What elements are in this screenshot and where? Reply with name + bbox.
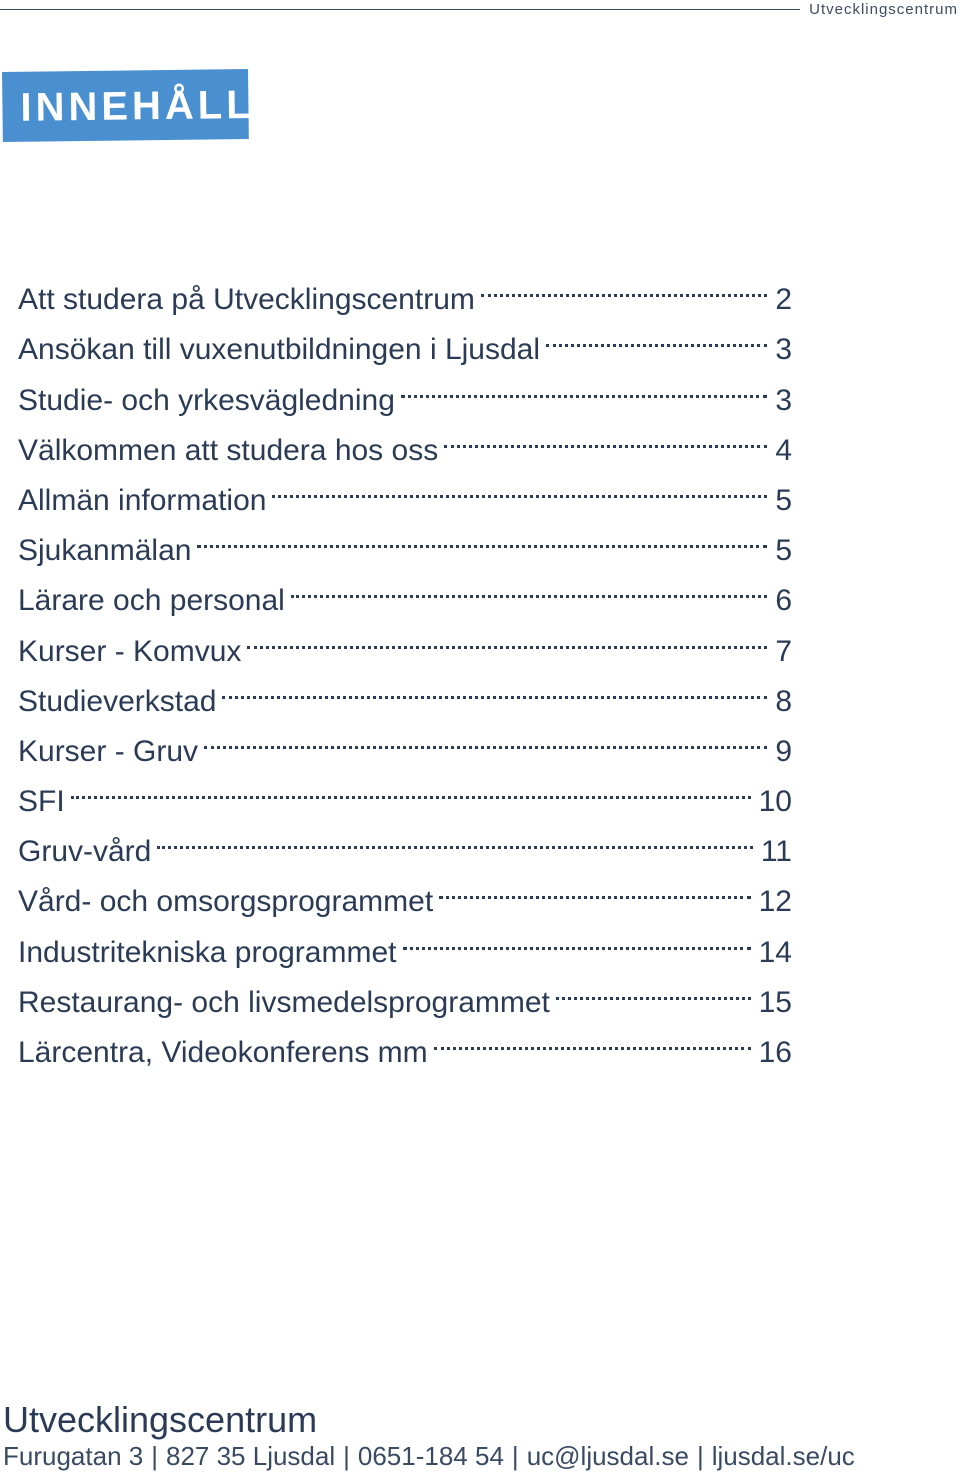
- toc-entry-title: Vård- och omsorgsprogrammet: [18, 885, 434, 919]
- footer-contact-line: [3, 1440, 855, 1472]
- toc-entry-page: 11: [760, 835, 792, 869]
- toc-entry-page: 14: [758, 935, 792, 969]
- toc-dot-leader: [157, 811, 752, 861]
- footer-separator: |: [343, 1441, 350, 1471]
- toc-dot-leader: [197, 510, 767, 560]
- toc-entry-page: 2: [775, 283, 792, 317]
- title-banner: [2, 69, 255, 142]
- toc-entry-page: 3: [775, 333, 792, 367]
- toc-entry-title: Lärare och personal: [18, 584, 285, 618]
- toc-entry[interactable]: [18, 761, 792, 819]
- footer-separator: |: [696, 1441, 704, 1471]
- footer-postal: 827 35 Ljusdal: [165, 1441, 336, 1471]
- toc-entry[interactable]: [18, 259, 792, 317]
- header-rule: [0, 9, 800, 10]
- toc-dot-leader: [481, 259, 767, 309]
- toc-entry-title: Kurser - Gruv: [18, 734, 199, 768]
- toc-dot-leader: [546, 309, 767, 359]
- toc-entry-title: Sjukanmälan: [18, 534, 192, 568]
- toc-entry-page: 5: [775, 534, 792, 568]
- toc-entry-title: Lärcentra, Videokonferens mm: [18, 1036, 428, 1069]
- footer-address: Furugatan 3: [3, 1441, 144, 1471]
- toc-entry-title: Restaurang- och livsmedelsprogrammet: [18, 985, 550, 1019]
- toc-entry-title: Studie- och yrkesvägledning: [18, 383, 395, 417]
- running-title: Utvecklingscentrum: [809, 1, 958, 18]
- toc-entry-page: 8: [775, 684, 792, 718]
- toc-entry-title: SFI: [18, 785, 65, 819]
- toc-entry-title: Studieverkstad: [18, 684, 217, 718]
- toc-entry-title: Ansökan till vuxenutbildningen i Ljusdal: [18, 333, 541, 367]
- toc-entry-title: Kurser - Komvux: [18, 634, 242, 668]
- toc-entry-page: 16: [758, 1036, 792, 1069]
- footer-separator: |: [511, 1441, 519, 1471]
- page-title: INNEHÅLL: [20, 82, 255, 130]
- toc-dot-leader: [204, 711, 767, 761]
- toc-dot-leader: [222, 661, 767, 711]
- toc-entry-page: 7: [775, 634, 792, 668]
- footer-organization-name: Utvecklingscentrum: [3, 1399, 318, 1440]
- toc-dot-leader: [71, 761, 751, 811]
- toc-entry-page: 9: [775, 734, 792, 768]
- toc-dot-leader: [401, 359, 767, 409]
- toc-entry-title: Välkommen att studera hos oss: [18, 433, 439, 467]
- toc-dot-leader: [247, 610, 767, 660]
- toc-entry-page: 4: [775, 433, 792, 467]
- toc-entry-page: 12: [758, 885, 792, 919]
- toc-dot-leader: [272, 460, 767, 510]
- toc-entry-title: Allmän information: [18, 483, 267, 517]
- table-of-contents: [18, 259, 792, 1069]
- toc-entry[interactable]: [18, 811, 792, 869]
- toc-dot-leader: [291, 560, 767, 610]
- toc-dot-leader: [556, 962, 751, 1012]
- toc-entry-title: Gruv-vård: [18, 835, 152, 869]
- toc-entry-page: 5: [775, 483, 792, 517]
- toc-entry-page: 6: [775, 584, 792, 618]
- toc-entry-title: Att studera på Utvecklingscentrum: [18, 283, 475, 317]
- toc-dot-leader: [434, 1012, 751, 1062]
- toc-entry-title: Industritekniska programmet: [18, 935, 397, 969]
- toc-dot-leader: [444, 410, 767, 460]
- footer-email-link[interactable]: uc@ljusdal.se: [526, 1441, 689, 1471]
- footer-phone: 0651-184 54: [357, 1441, 504, 1471]
- footer-separator: |: [151, 1441, 158, 1471]
- toc-dot-leader: [403, 911, 751, 961]
- toc-entry-page: 15: [758, 985, 792, 1019]
- toc-dot-leader: [439, 861, 750, 911]
- footer-web-link[interactable]: ljusdal.se/uc: [711, 1441, 855, 1471]
- toc-entry-page: 3: [775, 383, 792, 417]
- toc-entry-page: 10: [758, 785, 792, 819]
